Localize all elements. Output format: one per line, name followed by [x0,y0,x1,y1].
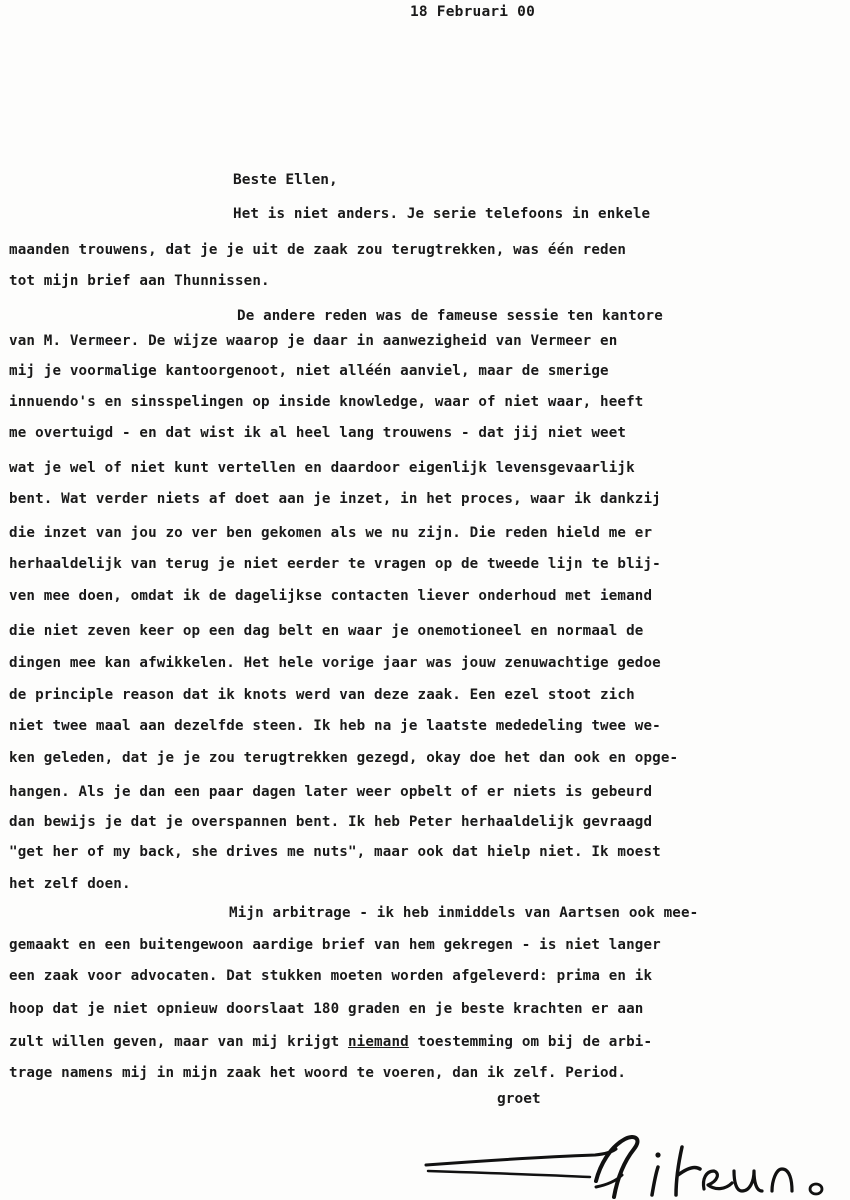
paragraph-line: me overtuigd - en dat wist ik al heel lang trouwens - dat jij niet weet [9,425,627,441]
paragraph-line: dan bewijs je dat je overspannen bent. Ik heb Peter herhaaldelijk gevraagd [9,814,653,830]
paragraph-line: trage namens mij in mijn zaak het woord te voeren, dan ik zelf. Period. [9,1065,627,1081]
paragraph-line: dingen mee kan afwikkelen. Het hele vorige jaar was jouw zenuwachtige gedoe [9,655,661,671]
signature-stroke [596,1137,637,1197]
signature-stroke [426,1149,616,1165]
paragraph-line: de principle reason dat ik knots werd van deze zaak. Een ezel stoot zich [9,687,635,703]
emphasis-line-text: zult willen geven, maar van mij krijgt niemand toestemming om bij de arbi- [9,1034,653,1050]
signature-stroke [772,1169,792,1191]
paragraph-line: mij je voormalige kantoorgenoot, niet alléén aanviel, maar de smerige [9,363,609,379]
signature-stroke [652,1167,658,1195]
paragraph-line: hoop dat je niet opnieuw doorslaat 180 graden en je beste krachten er aan [9,1001,644,1017]
paragraph-line: tot mijn brief aan Thunnissen. [9,273,270,289]
salutation: Beste Ellen, [233,172,338,188]
paragraph-line: innuendo's en sinsspelingen op inside knowledge, waar of niet waar, heeft [9,394,644,410]
paragraph-line: herhaaldelijk van terug je niet eerder te vragen op de tweede lijn te blij- [9,556,661,572]
paragraph-line: niet twee maal aan dezelfde steen. Ik heb na je laatste mededeling twee we- [9,718,661,734]
signature-stroke [810,1184,822,1194]
paragraph-line: De andere reden was de fameuse sessie ten kantore [237,308,663,324]
paragraph-line: hangen. Als je dan een paar dagen later weer opbelt of er niets is gebeurd [9,784,653,800]
signature-dot [655,1152,660,1157]
handwritten-signature [420,1125,830,1200]
paragraph-line: Mijn arbitrage - ik heb inmiddels van Aartsen ook mee- [229,905,699,921]
signature-stroke [703,1171,732,1189]
closing: groet [497,1091,541,1107]
emphasized-word: niemand [347,1034,409,1050]
paragraph-line: gemaakt en een buitengewoon aardige brief van hem gekregen - is niet langer [9,937,661,953]
paragraph-line: bent. Wat verder niets af doet aan je inzet, in het proces, waar ik dankzij [9,491,661,507]
paragraph-line: die niet zeven keer op een dag belt en waar je onemotioneel en normaal de [9,623,644,639]
paragraph-line: een zaak voor advocaten. Dat stukken moeten worden afgeleverd: prima en ik [9,968,653,984]
paragraph-line: maanden trouwens, dat je je uit de zaak zou terugtrekken, was één reden [9,242,627,258]
paragraph-line: Het is niet anders. Je serie telefoons in enkele [233,206,651,222]
signature-stroke [676,1147,700,1195]
signature-stroke [734,1171,762,1191]
paragraph-line: wat je wel of niet kunt vertellen en daardoor eigenlijk levensgevaarlijk [9,460,635,476]
letter-date: 18 Februari 00 [410,4,536,20]
paragraph-line: van M. Vermeer. De wijze waarop je daar in aanwezigheid van Vermeer en [9,333,618,349]
paragraph-line [9,1035,652,1049]
paragraph-line: die inzet van jou zo ver ben gekomen als we nu zijn. Die reden hield me er [9,525,653,541]
paragraph-line: ken geleden, dat je je zou terugtrekken gezegd, okay doe het dan ook en opge- [9,750,679,766]
paragraph-line: "get her of my back, she drives me nuts", maar ook dat hielp niet. Ik moest [9,844,661,860]
paragraph-line: het zelf doen. [9,876,131,892]
signature-stroke [428,1171,590,1177]
paragraph-line: ven mee doen, omdat ik de dagelijkse contacten liever onderhoud met iemand [9,588,653,604]
